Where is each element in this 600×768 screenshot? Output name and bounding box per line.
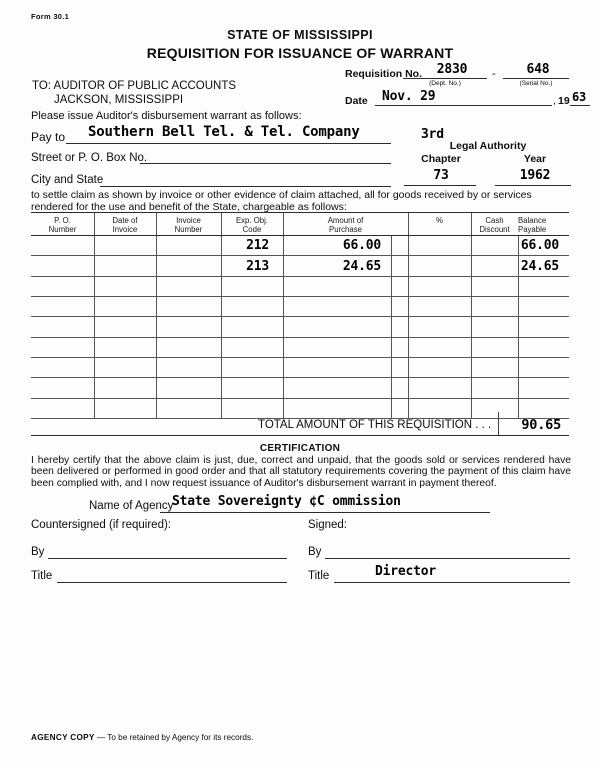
table-row-divider (31, 296, 569, 297)
requisition-dash: - (492, 68, 496, 80)
table-row-divider (31, 316, 569, 317)
footer-lead: AGENCY COPY (31, 733, 95, 742)
signed-label: Signed: (308, 519, 348, 531)
addressee-line-1: TO: AUDITOR OF PUBLIC ACCOUNTS (32, 80, 237, 92)
table-cell-exp-obj-code: 212 (246, 238, 269, 254)
table-header-cell: Balance Payable (518, 216, 547, 234)
table-header-cell: Invoice Number (174, 216, 203, 234)
addressee-line-2: JACKSON, MISSISSIPPI (54, 93, 184, 106)
certification-body: I hereby certify that the above claim is just, due, correct and unpaid, that the goods sold or services rendered have been delivered or performed in good order and that all statutory requirements covering the payment of this claim have been complied with, and I now request issuance of Auditor's disbursement warrant in payment thereof. (31, 455, 571, 489)
pay-to-label: Pay to (31, 130, 66, 144)
requisition-line-item-table (31, 212, 569, 418)
table-cell-balance-payable: 24.65 (520, 258, 559, 274)
date-year-rule (570, 105, 590, 106)
table-header-cell: Exp. Obj. Code (235, 216, 269, 234)
issue-instruction: Please issue Auditor's disbursement warrant as follows: (31, 110, 302, 122)
document-title-state: STATE OF MISSISSIPPI (227, 28, 373, 42)
table-row-divider (31, 255, 569, 256)
table-header-cell: Date of Invoice (112, 216, 138, 234)
agency-name-label: Name of Agency (89, 500, 174, 512)
table-header-cell: P. O. Number (48, 216, 77, 234)
settle-claim-text: to settle claim as shown by invoice or other evidence of claim attached, all for goods received by or services rendered for the use and benefit of the State, chargeable as follows: (31, 189, 532, 213)
certification-heading: CERTIFICATION (259, 443, 341, 454)
table-row-divider (31, 398, 569, 399)
requisition-dept-caption: (Dept. No.) (429, 80, 461, 87)
city-state-label: City and State (31, 174, 104, 186)
title-label-right: Title (308, 570, 330, 582)
total-divider (498, 412, 499, 436)
legal-authority-year-value[interactable]: 1962 (519, 168, 551, 183)
footer-note (31, 733, 253, 742)
table-row-divider (31, 377, 569, 378)
requisition-serial-caption: (Serial No.) (519, 80, 553, 87)
legal-authority-session[interactable]: 3rd (421, 127, 444, 142)
legal-authority-year-label: Year (523, 153, 547, 165)
requisition-serial-no-rule (503, 78, 569, 79)
table-cell-amount-of-purchase: 66.00 (342, 238, 381, 254)
requisition-no-label: Requisition No. (345, 68, 422, 80)
date-rule (375, 105, 552, 106)
table-cell-balance-payable: 66.00 (520, 238, 559, 254)
pay-to-rule (66, 143, 391, 144)
agency-name-value[interactable]: State Sovereignty ¢C ommission (172, 494, 401, 509)
by-label-right: By (308, 546, 322, 558)
title-rule-left[interactable] (57, 582, 287, 583)
agency-name-rule (160, 512, 490, 513)
date-value[interactable]: Nov. 29 (382, 89, 436, 104)
table-row-divider (31, 357, 569, 358)
countersigned-label: Countersigned (if required): (31, 519, 171, 531)
total-value: 90.65 (521, 417, 561, 433)
by-rule-left[interactable] (48, 558, 287, 559)
table-row-divider (31, 337, 569, 338)
table-header-cell: Cash Discount (479, 216, 510, 234)
legal-authority-year-rule (495, 185, 571, 186)
footer-rest: — To be retained by Agency for its records. (94, 733, 254, 742)
city-state-rule[interactable] (100, 186, 391, 187)
table-header-cell: % (436, 216, 443, 225)
by-label-left: By (31, 546, 45, 558)
total-bottom-rule (31, 435, 569, 436)
date-century: 19 (558, 95, 570, 107)
title-label-left: Title (31, 570, 53, 582)
legal-authority-chapter-value[interactable]: 73 (433, 168, 449, 183)
table-cell-amount-of-purchase: 24.65 (342, 258, 381, 274)
street-label: Street or P. O. Box No. (31, 152, 148, 164)
by-rule-right[interactable] (325, 558, 570, 559)
requisition-serial-no-value[interactable]: 648 (526, 62, 550, 77)
requisition-dept-no-value[interactable]: 2830 (436, 62, 468, 77)
table-column-divider (391, 235, 392, 418)
form-number: Form 30.1 (31, 12, 70, 21)
legal-authority-chapter-rule (404, 185, 476, 186)
legal-authority-heading: Legal Authority (449, 140, 527, 152)
total-label: TOTAL AMOUNT OF THIS REQUISITION . . . (258, 419, 492, 431)
document-title-main: REQUISITION FOR ISSUANCE OF WARRANT (146, 45, 454, 61)
title-value-right[interactable]: Director (375, 564, 437, 579)
table-row-divider (31, 276, 569, 277)
table-row-divider (31, 235, 569, 236)
pay-to-value[interactable]: Southern Bell Tel. & Tel. Company (88, 124, 360, 140)
addressee-block (32, 80, 236, 107)
date-comma: , (553, 95, 556, 107)
title-rule-right (334, 582, 570, 583)
date-label: Date (345, 95, 368, 107)
legal-authority-chapter-label: Chapter (421, 153, 461, 165)
date-year-value[interactable]: 63 (572, 90, 587, 104)
street-rule[interactable] (140, 163, 391, 164)
table-cell-exp-obj-code: 213 (246, 258, 269, 274)
table-header-cell: Amount of Purchase (327, 216, 364, 234)
requisition-dept-no-rule (403, 78, 487, 79)
